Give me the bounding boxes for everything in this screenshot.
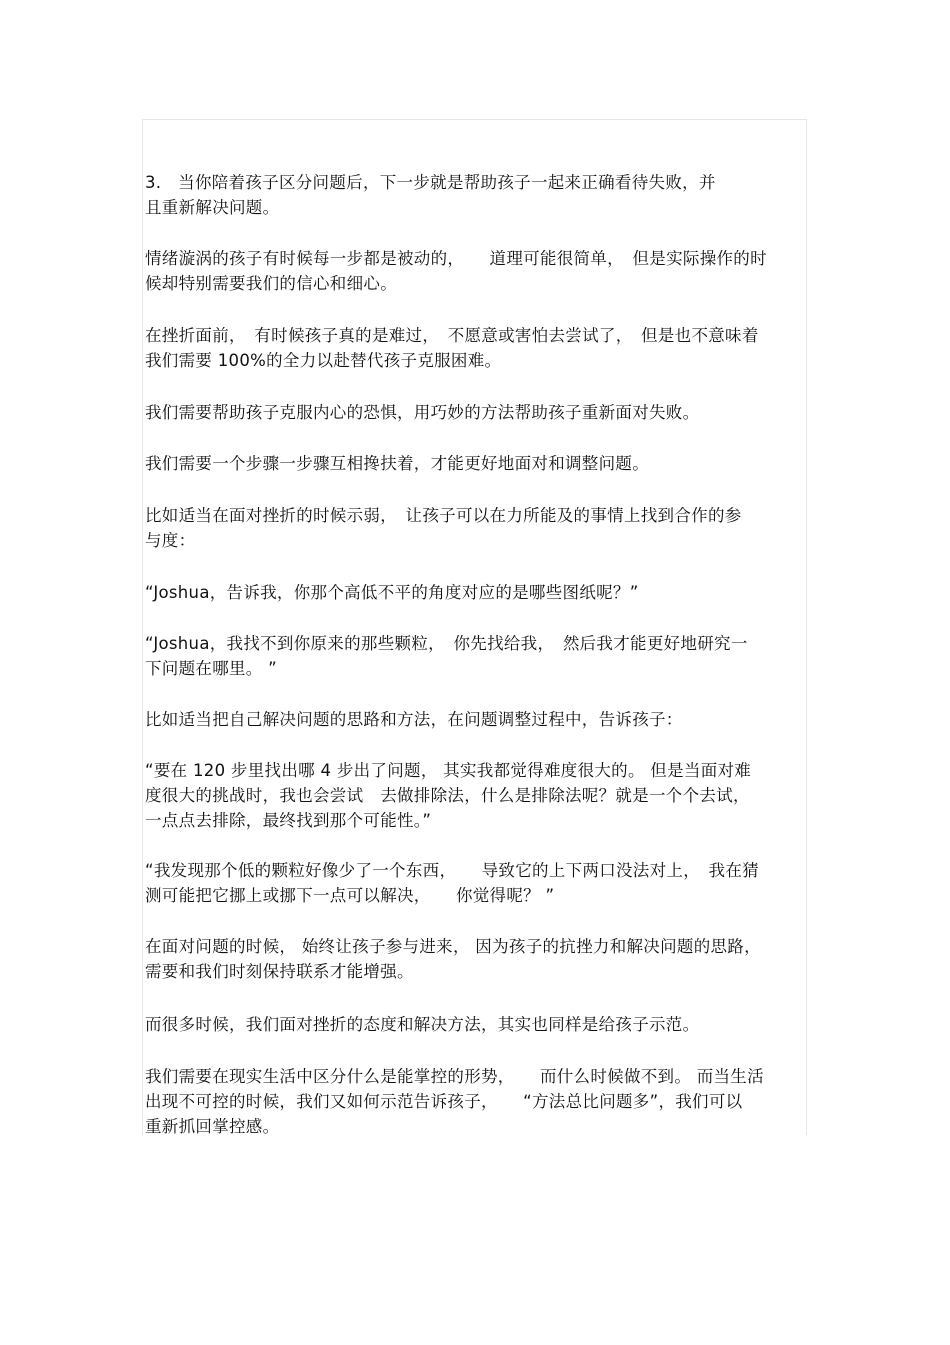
text-line: 度很大的挑战时，我也会尝试 去做排除法，什么是排除法呢？就是一个个去试， [145, 786, 750, 805]
paragraph [145, 707, 805, 732]
paragraph [145, 170, 805, 220]
text-line: 比如适当把自己解决问题的思路和方法，在问题调整过程中，告诉孩子： [145, 710, 683, 729]
text-line: 我们需要在现实生活中区分什么是能掌控的形势， 而什么时候做不到。 而当生活 [145, 1067, 764, 1086]
text-line: 情绪漩涡的孩子有时候每一步都是被动的， 道理可能很简单， 但是实际操作的时 [145, 249, 767, 268]
text-line: 重新抓回掌控感。 [145, 1117, 280, 1136]
text-line: 需要和我们时刻保持联系才能增强。 [145, 962, 414, 981]
paragraph [145, 858, 805, 908]
text-line: 与度： [145, 531, 196, 550]
paragraph [145, 400, 805, 425]
paragraph [145, 246, 805, 296]
paragraph [145, 631, 805, 681]
text-line: 在面对问题的时候， 始终让孩子参与进来， 因为孩子的抗挫力和解决问题的思路， [145, 937, 761, 956]
text-line: 下问题在哪里。 ” [145, 659, 277, 678]
paragraph [145, 323, 805, 373]
text-line: 一点点去排除，最终找到那个可能性。” [145, 811, 432, 830]
paragraph [145, 580, 805, 605]
paragraph [145, 1012, 805, 1037]
text-line: 而很多时候，我们面对挫折的态度和解决方法，其实也同样是给孩子示范。 [145, 1015, 700, 1034]
text-line: 在挫折面前， 有时候孩子真的是难过， 不愿意或害怕去尝试了， 但是也不意味着 [145, 326, 759, 345]
text-line: 出现不可控的时候，我们又如何示范告诉孩子， “方法总比问题多”，我们可以 [145, 1092, 743, 1111]
text-line: “Joshua，我找不到你原来的那些颗粒， 你先找给我， 然后我才能更好地研究一 [145, 634, 748, 653]
paragraph [145, 503, 805, 553]
text-line: 我们需要一个步骤一步骤互相搀扶着，才能更好地面对和调整问题。 [145, 454, 649, 473]
paragraph [145, 758, 805, 833]
text-line: 我们需要帮助孩子克服内心的恐惧，用巧妙的方法帮助孩子重新面对失败。 [145, 403, 700, 422]
text-line: 测可能把它挪上或挪下一点可以解决， 你觉得呢？ ” [145, 886, 555, 905]
text-line: 我们需要 100%的全力以赴替代孩子克服困难。 [145, 351, 502, 370]
text-line: 候却特别需要我们的信心和细心。 [145, 274, 397, 293]
text-line: 3. 当你陪着孩子区分问题后，下一步就是帮助孩子一起来正确看待失败，并 [145, 173, 716, 192]
text-line: “我发现那个低的颗粒好像少了一个东西， 导致它的上下两口没法对上， 我在猜 [145, 861, 759, 880]
paragraph [145, 451, 805, 476]
text-line: “要在 120 步里找出哪 4 步出了问题， 其实我都觉得难度很大的。 但是当面对难 [145, 761, 752, 780]
text-line: 比如适当在面对挫折的时候示弱， 让孩子可以在力所能及的事情上找到合作的参 [145, 506, 742, 525]
paragraph [145, 1064, 805, 1139]
paragraph [145, 934, 805, 984]
text-line: 且重新解决问题。 [145, 198, 280, 217]
text-line: “Joshua，告诉我，你那个高低不平的角度对应的是哪些图纸呢？” [145, 583, 639, 602]
